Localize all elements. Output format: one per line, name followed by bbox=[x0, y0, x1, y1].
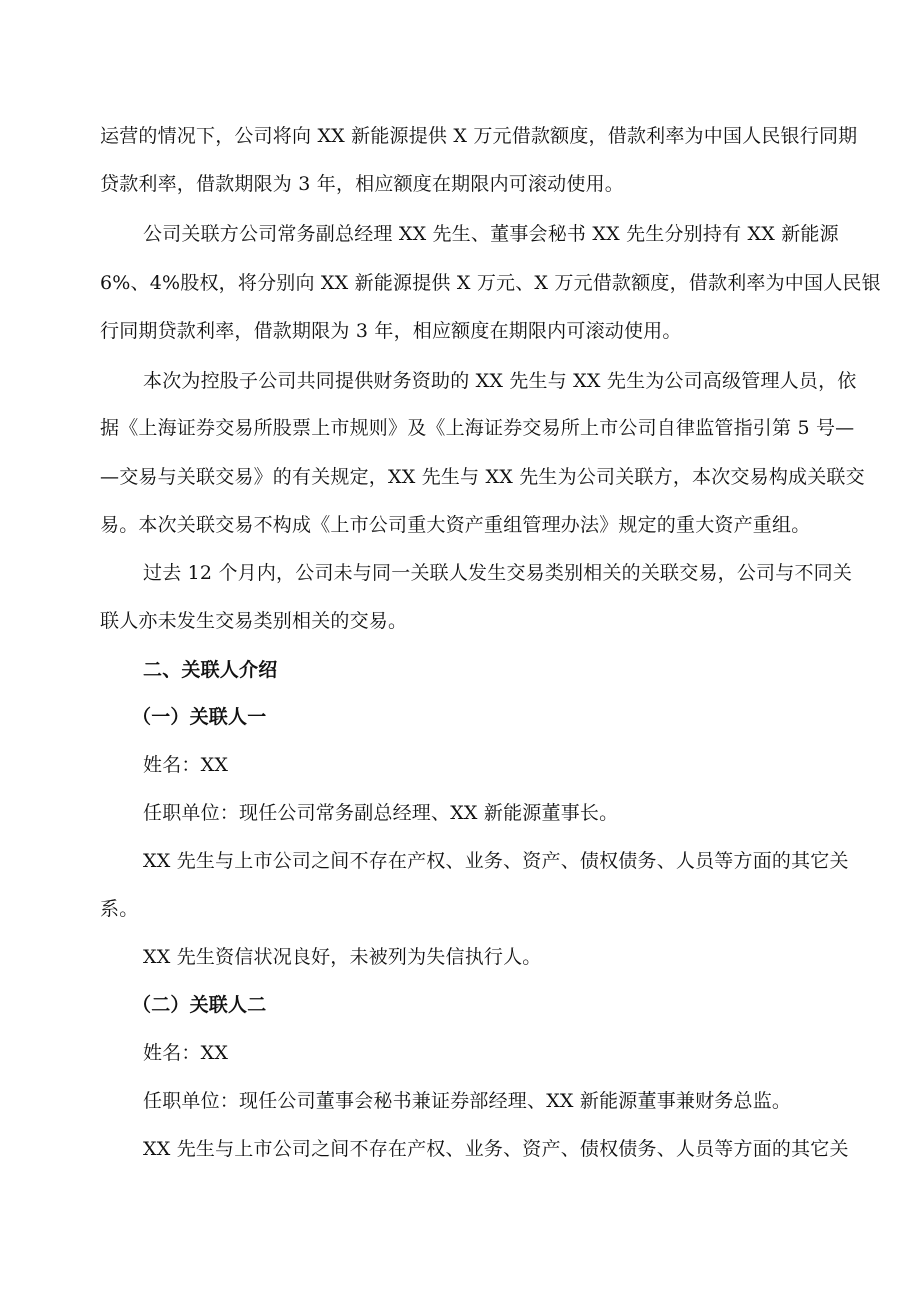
paragraph-4-line-2: 联人亦未发生交易类别相关的交易。 bbox=[100, 610, 408, 632]
paragraph-3-line-3: —交易与关联交易》的有关规定，XX 先生与 XX 先生为公司关联方，本次交易构成关联交 bbox=[100, 466, 865, 488]
person-1-heading: （一）关联人一 bbox=[132, 706, 267, 728]
paragraph-2-line-3: 行同期贷款利率，借款期限为 3 年，相应额度在期限内可滚动使用。 bbox=[100, 320, 682, 342]
paragraph-3-line-1: 本次为控股子公司共同提供财务资助的 XX 先生与 XX 先生为公司高级管理人员，依 bbox=[143, 370, 857, 392]
person-1-relation-line-1: XX 先生与上市公司之间不存在产权、业务、资产、债权债务、人员等方面的其它关 bbox=[143, 850, 849, 872]
person-1-name: 姓名：XX bbox=[143, 754, 229, 776]
paragraph-1-line-2: 贷款利率，借款期限为 3 年，相应额度在期限内可滚动使用。 bbox=[100, 173, 624, 195]
paragraph-3-line-4: 易。本次关联交易不构成《上市公司重大资产重组管理办法》规定的重大资产重组。 bbox=[100, 514, 811, 536]
person-1-credit: XX 先生资信状况良好，未被列为失信执行人。 bbox=[143, 946, 542, 968]
person-1-relation-line-2: 系。 bbox=[100, 898, 139, 920]
paragraph-4-line-1: 过去 12 个月内，公司未与同一关联人发生交易类别相关的关联交易，公司与不同关 bbox=[143, 562, 853, 584]
person-2-heading: （二）关联人二 bbox=[132, 994, 267, 1016]
person-2-relation-line-1: XX 先生与上市公司之间不存在产权、业务、资产、债权债务、人员等方面的其它关 bbox=[143, 1138, 849, 1160]
paragraph-3-line-2: 据《上海证券交易所股票上市规则》及《上海证券交易所上市公司自律监管指引第 5 号— bbox=[100, 417, 855, 439]
section-2-heading: 二、关联人介绍 bbox=[143, 659, 278, 681]
paragraph-1-line-1: 运营的情况下，公司将向 XX 新能源提供 X 万元借款额度，借款利率为中国人民银行同期 bbox=[100, 125, 858, 147]
person-2-position: 任职单位：现任公司董事会秘书兼证券部经理、XX 新能源董事兼财务总监。 bbox=[143, 1090, 792, 1112]
person-2-name: 姓名：XX bbox=[143, 1042, 229, 1064]
paragraph-2-line-1: 公司关联方公司常务副总经理 XX 先生、董事会秘书 XX 先生分别持有 XX 新能源 bbox=[143, 223, 839, 245]
person-1-position: 任职单位：现任公司常务副总经理、XX 新能源董事长。 bbox=[143, 802, 619, 824]
paragraph-2-line-2: 6%、4%股权，将分别向 XX 新能源提供 X 万元、X 万元借款额度，借款利率为中国人民银 bbox=[100, 272, 881, 294]
